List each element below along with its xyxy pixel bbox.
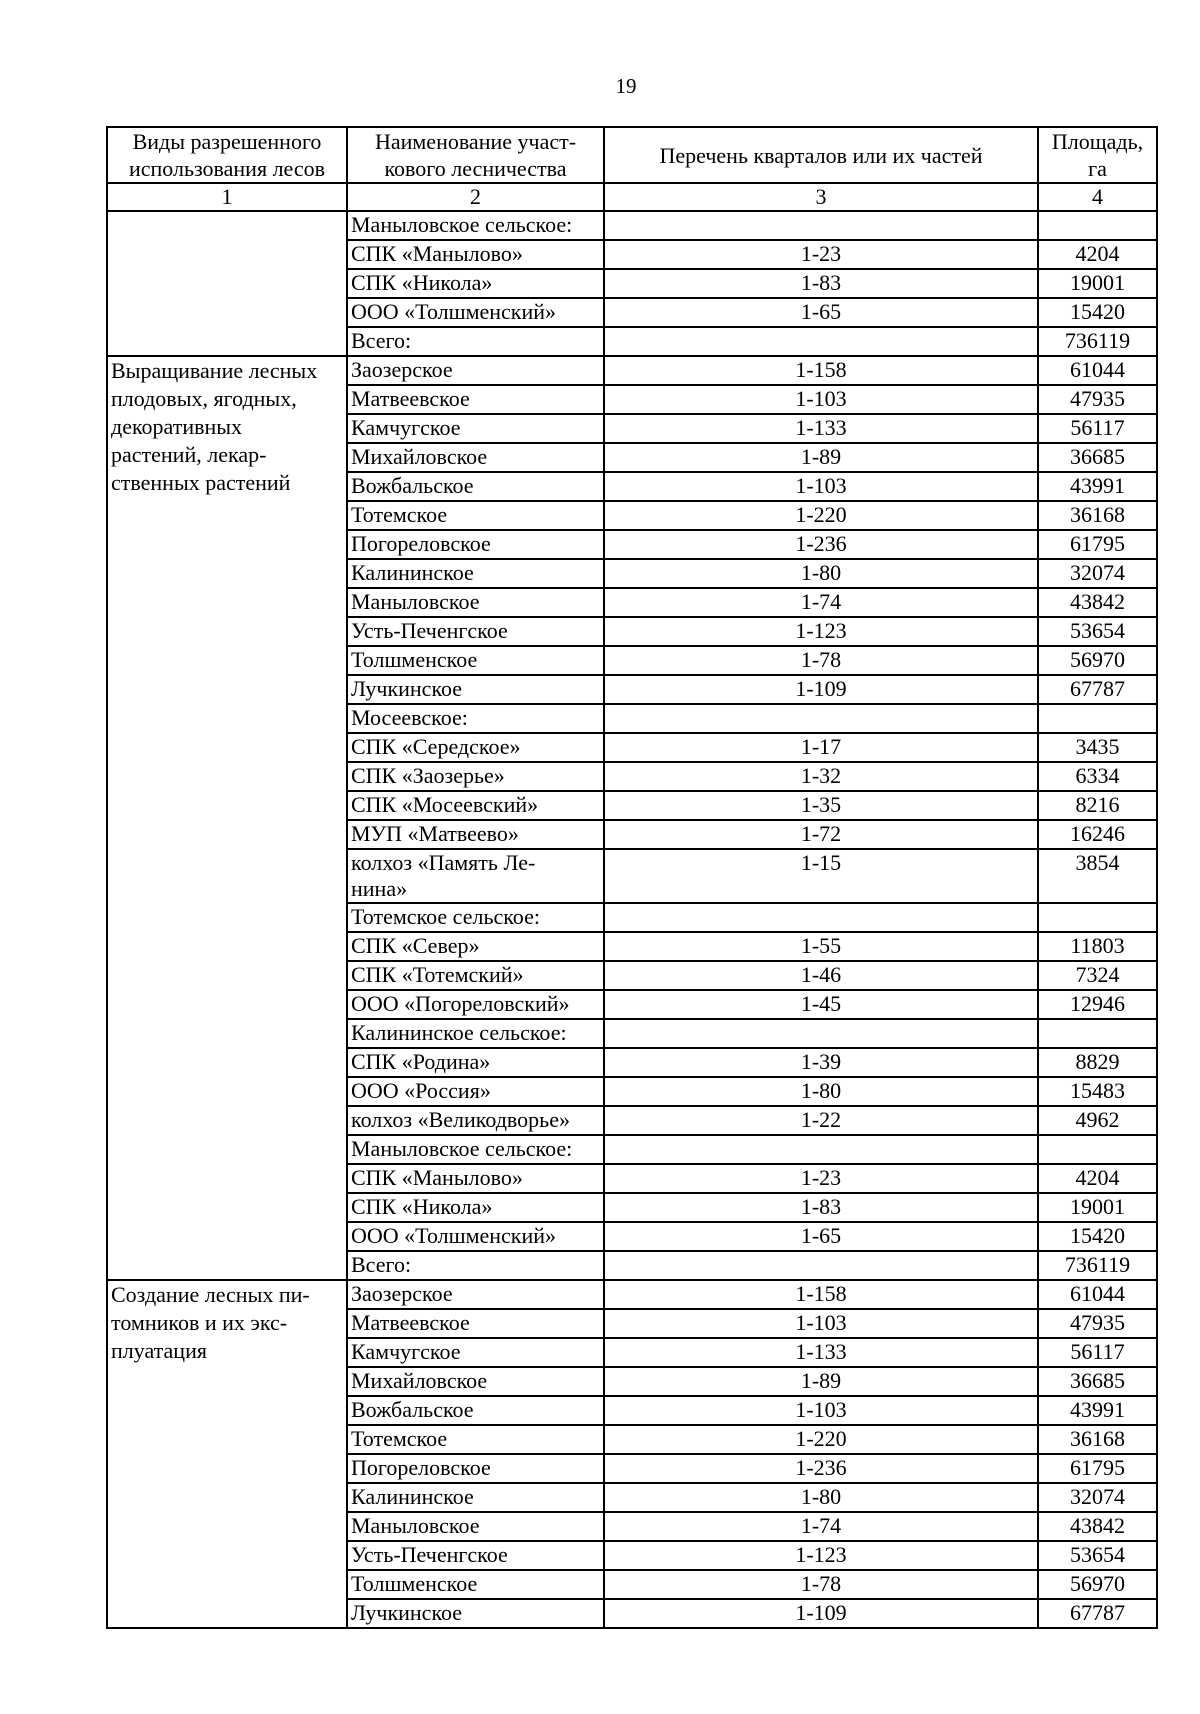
forestry-name-cell: СПК «Середское» bbox=[347, 733, 604, 762]
forestry-name-cell: Матвеевское bbox=[347, 1309, 604, 1338]
area-cell: 32074 bbox=[1038, 1483, 1157, 1512]
forestry-name-cell: ООО «Погореловский» bbox=[347, 990, 604, 1019]
quarters-cell bbox=[604, 1251, 1038, 1280]
quarters-cell: 1-236 bbox=[604, 530, 1038, 559]
area-cell: 3854 bbox=[1038, 849, 1157, 903]
table-row bbox=[107, 356, 1157, 385]
quarters-cell: 1-109 bbox=[604, 1599, 1038, 1628]
quarters-cell: 1-123 bbox=[604, 617, 1038, 646]
area-cell: 56117 bbox=[1038, 1338, 1157, 1367]
quarters-cell: 1-83 bbox=[604, 1193, 1038, 1222]
forestry-name-cell: СПК «Никола» bbox=[347, 1193, 604, 1222]
header-quarters bbox=[604, 127, 1038, 183]
quarters-cell: 1-23 bbox=[604, 1164, 1038, 1193]
header-line: га bbox=[1088, 156, 1107, 181]
area-cell: 15420 bbox=[1038, 298, 1157, 327]
quarters-cell: 1-133 bbox=[604, 414, 1038, 443]
quarters-cell: 1-103 bbox=[604, 1396, 1038, 1425]
column-number-row bbox=[107, 183, 1157, 211]
header-forestry-name bbox=[347, 127, 604, 183]
area-cell: 7324 bbox=[1038, 961, 1157, 990]
use-type-line: ственных растений bbox=[111, 470, 291, 495]
area-cell: 736119 bbox=[1038, 1251, 1157, 1280]
use-type-line: растений, лекар- bbox=[111, 442, 267, 467]
forestry-name-cell: МУП «Матвеево» bbox=[347, 820, 604, 849]
area-cell: 43842 bbox=[1038, 588, 1157, 617]
quarters-cell: 1-103 bbox=[604, 385, 1038, 414]
table-row bbox=[107, 211, 1157, 240]
forestry-name-cell: ООО «Толшменский» bbox=[347, 298, 604, 327]
area-cell: 47935 bbox=[1038, 1309, 1157, 1338]
quarters-cell: 1-89 bbox=[604, 1367, 1038, 1396]
header-line: Перечень кварталов или их частей bbox=[659, 142, 983, 168]
quarters-cell bbox=[604, 327, 1038, 356]
area-cell: 43991 bbox=[1038, 1396, 1157, 1425]
quarters-cell bbox=[604, 1019, 1038, 1048]
use-type-line: декоративных bbox=[111, 414, 243, 439]
header-line: кового лесничества bbox=[384, 156, 567, 181]
forestry-name-cell: Вожбальское bbox=[347, 472, 604, 501]
page-number: 19 bbox=[615, 74, 637, 98]
column-number: 2 bbox=[347, 183, 604, 211]
use-type-line: плодовых, ягодных, bbox=[111, 386, 297, 411]
quarters-cell: 1-103 bbox=[604, 472, 1038, 501]
quarters-cell: 1-17 bbox=[604, 733, 1038, 762]
quarters-cell: 1-46 bbox=[604, 961, 1038, 990]
area-cell: 6334 bbox=[1038, 762, 1157, 791]
area-cell: 16246 bbox=[1038, 820, 1157, 849]
area-cell: 61795 bbox=[1038, 1454, 1157, 1483]
forestry-name-cell: Всего: bbox=[347, 1251, 604, 1280]
quarters-cell: 1-74 bbox=[604, 588, 1038, 617]
area-cell: 36685 bbox=[1038, 1367, 1157, 1396]
quarters-cell: 1-15 bbox=[604, 849, 1038, 903]
forestry-name-cell: Маныловское bbox=[347, 588, 604, 617]
quarters-cell: 1-72 bbox=[604, 820, 1038, 849]
quarters-cell: 1-220 bbox=[604, 1425, 1038, 1454]
quarters-cell bbox=[604, 704, 1038, 733]
forestry-name-cell: Тотемское bbox=[347, 501, 604, 530]
quarters-cell: 1-23 bbox=[604, 240, 1038, 269]
column-number: 3 bbox=[604, 183, 1038, 211]
area-cell: 61044 bbox=[1038, 356, 1157, 385]
area-cell: 67787 bbox=[1038, 1599, 1157, 1628]
area-cell: 56970 bbox=[1038, 1570, 1157, 1599]
quarters-cell: 1-236 bbox=[604, 1454, 1038, 1483]
area-cell: 56117 bbox=[1038, 414, 1157, 443]
table-body bbox=[107, 211, 1157, 1628]
quarters-cell bbox=[604, 903, 1038, 932]
area-cell: 36168 bbox=[1038, 1425, 1157, 1454]
area-cell: 36168 bbox=[1038, 501, 1157, 530]
forestry-name-cell: Калининское bbox=[347, 1483, 604, 1512]
forestry-name-cell: Тотемское bbox=[347, 1425, 604, 1454]
area-cell: 11803 bbox=[1038, 932, 1157, 961]
forestry-name-cell: Толшменское bbox=[347, 1570, 604, 1599]
forestry-name-cell: СПК «Тотемский» bbox=[347, 961, 604, 990]
quarters-cell: 1-103 bbox=[604, 1309, 1038, 1338]
use-type-cell bbox=[107, 1280, 347, 1628]
forestry-name-cell: Михайловское bbox=[347, 443, 604, 472]
quarters-cell: 1-220 bbox=[604, 501, 1038, 530]
area-cell: 61044 bbox=[1038, 1280, 1157, 1309]
forestry-name-cell: Маныловское bbox=[347, 1512, 604, 1541]
area-cell: 736119 bbox=[1038, 327, 1157, 356]
quarters-cell: 1-45 bbox=[604, 990, 1038, 1019]
quarters-cell bbox=[604, 1135, 1038, 1164]
quarters-cell: 1-158 bbox=[604, 1280, 1038, 1309]
forestry-name-cell: Усть-Печенгское bbox=[347, 1541, 604, 1570]
forestry-name-cell: СПК «Манылово» bbox=[347, 1164, 604, 1193]
area-cell bbox=[1038, 1019, 1157, 1048]
forestry-name-cell: Михайловское bbox=[347, 1367, 604, 1396]
forest-use-table bbox=[106, 126, 1158, 1629]
area-cell: 8829 bbox=[1038, 1048, 1157, 1077]
forestry-name-cell: Вожбальское bbox=[347, 1396, 604, 1425]
quarters-cell: 1-109 bbox=[604, 675, 1038, 704]
quarters-cell: 1-80 bbox=[604, 1077, 1038, 1106]
forestry-name-cell: Заозерское bbox=[347, 1280, 604, 1309]
quarters-cell: 1-65 bbox=[604, 298, 1038, 327]
forestry-name-cell: Тотемское сельское: bbox=[347, 903, 604, 932]
quarters-cell: 1-32 bbox=[604, 762, 1038, 791]
forestry-name-cell: Всего: bbox=[347, 327, 604, 356]
header-line: Виды разрешенного bbox=[132, 129, 322, 154]
header-line: использования лесов bbox=[128, 156, 326, 181]
quarters-cell: 1-133 bbox=[604, 1338, 1038, 1367]
forestry-name-cell: СПК «Родина» bbox=[347, 1048, 604, 1077]
use-type-line: плуатация bbox=[111, 1338, 207, 1363]
use-type-cell bbox=[107, 211, 347, 356]
quarters-cell: 1-158 bbox=[604, 356, 1038, 385]
quarters-cell: 1-55 bbox=[604, 932, 1038, 961]
column-number: 4 bbox=[1038, 183, 1157, 211]
quarters-cell: 1-65 bbox=[604, 1222, 1038, 1251]
area-cell: 36685 bbox=[1038, 443, 1157, 472]
use-type-cell bbox=[107, 356, 347, 1280]
forestry-name-cell: Маныловское сельское: bbox=[347, 211, 604, 240]
header-line: Площадь, bbox=[1051, 129, 1144, 154]
quarters-cell: 1-22 bbox=[604, 1106, 1038, 1135]
quarters-cell: 1-123 bbox=[604, 1541, 1038, 1570]
area-cell: 4204 bbox=[1038, 240, 1157, 269]
use-type-line: томников и их экс- bbox=[111, 1310, 288, 1335]
quarters-cell: 1-39 bbox=[604, 1048, 1038, 1077]
forestry-name-cell: Погореловское bbox=[347, 530, 604, 559]
forestry-name-cell: СПК «Никола» bbox=[347, 269, 604, 298]
quarters-cell: 1-74 bbox=[604, 1512, 1038, 1541]
area-cell: 19001 bbox=[1038, 269, 1157, 298]
header-area bbox=[1038, 127, 1157, 183]
column-number: 1 bbox=[107, 183, 347, 211]
area-cell: 3435 bbox=[1038, 733, 1157, 762]
forestry-name-cell: СПК «Север» bbox=[347, 932, 604, 961]
forestry-name-cell: ООО «Россия» bbox=[347, 1077, 604, 1106]
quarters-cell: 1-78 bbox=[604, 1570, 1038, 1599]
area-cell bbox=[1038, 1135, 1157, 1164]
quarters-cell: 1-78 bbox=[604, 646, 1038, 675]
area-cell: 61795 bbox=[1038, 530, 1157, 559]
quarters-cell: 1-89 bbox=[604, 443, 1038, 472]
forestry-name-cell: Калининское сельское: bbox=[347, 1019, 604, 1048]
forestry-name-cell: Калининское bbox=[347, 559, 604, 588]
area-cell: 53654 bbox=[1038, 1541, 1157, 1570]
area-cell: 12946 bbox=[1038, 990, 1157, 1019]
forestry-name-cell: СПК «Заозерье» bbox=[347, 762, 604, 791]
forestry-name-cell: колхоз «Великодворье» bbox=[347, 1106, 604, 1135]
quarters-cell: 1-80 bbox=[604, 1483, 1038, 1512]
forestry-name-cell: ООО «Толшменский» bbox=[347, 1222, 604, 1251]
area-cell: 53654 bbox=[1038, 617, 1157, 646]
area-cell: 19001 bbox=[1038, 1193, 1157, 1222]
area-cell bbox=[1038, 211, 1157, 240]
area-cell: 47935 bbox=[1038, 385, 1157, 414]
quarters-cell bbox=[604, 211, 1038, 240]
quarters-cell: 1-35 bbox=[604, 791, 1038, 820]
area-cell: 15420 bbox=[1038, 1222, 1157, 1251]
area-cell: 67787 bbox=[1038, 675, 1157, 704]
forestry-name-cell: СПК «Мосеевский» bbox=[347, 791, 604, 820]
forestry-name-cell: Камчугское bbox=[347, 414, 604, 443]
area-cell: 15483 bbox=[1038, 1077, 1157, 1106]
forestry-name-cell: колхоз «Память Ле- нина» bbox=[347, 849, 604, 903]
forestry-name-cell: Лучкинское bbox=[347, 1599, 604, 1628]
use-type-line: Создание лесных пи- bbox=[111, 1282, 310, 1307]
area-cell bbox=[1038, 903, 1157, 932]
forestry-name-cell: СПК «Манылово» bbox=[347, 240, 604, 269]
header-line: Наименование участ- bbox=[374, 129, 577, 154]
area-cell: 32074 bbox=[1038, 559, 1157, 588]
area-cell: 43842 bbox=[1038, 1512, 1157, 1541]
forestry-name-cell: Мосеевское: bbox=[347, 704, 604, 733]
area-cell: 4962 bbox=[1038, 1106, 1157, 1135]
area-cell bbox=[1038, 704, 1157, 733]
quarters-cell: 1-83 bbox=[604, 269, 1038, 298]
forestry-name-cell: Лучкинское bbox=[347, 675, 604, 704]
header-use-type bbox=[107, 127, 347, 183]
forestry-name-cell: Толшменское bbox=[347, 646, 604, 675]
use-type-line: Выращивание лесных bbox=[111, 358, 318, 383]
area-cell: 8216 bbox=[1038, 791, 1157, 820]
table-row bbox=[107, 1280, 1157, 1309]
forestry-name-cell: Усть-Печенгское bbox=[347, 617, 604, 646]
forestry-name-cell: Матвеевское bbox=[347, 385, 604, 414]
forestry-name-cell: Погореловское bbox=[347, 1454, 604, 1483]
header-row bbox=[107, 127, 1157, 183]
forestry-name-cell: Маныловское сельское: bbox=[347, 1135, 604, 1164]
area-cell: 4204 bbox=[1038, 1164, 1157, 1193]
area-cell: 56970 bbox=[1038, 646, 1157, 675]
forestry-name-cell: Камчугское bbox=[347, 1338, 604, 1367]
quarters-cell: 1-80 bbox=[604, 559, 1038, 588]
forestry-name-cell: Заозерское bbox=[347, 356, 604, 385]
area-cell: 43991 bbox=[1038, 472, 1157, 501]
